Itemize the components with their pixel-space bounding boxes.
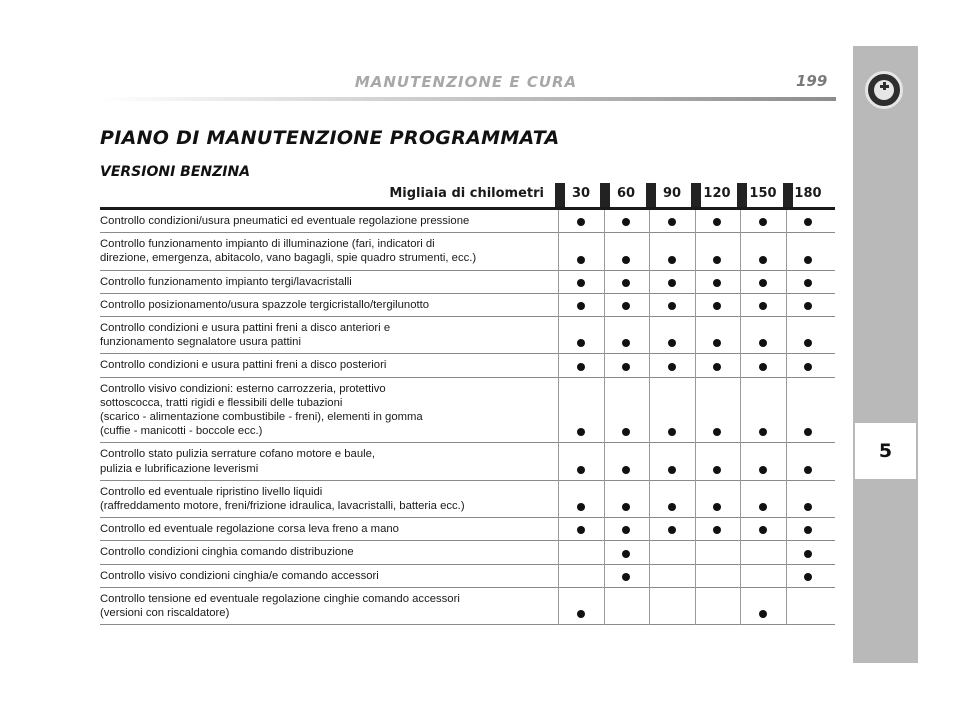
column-divider — [558, 271, 559, 294]
table-row — [100, 518, 835, 541]
column-divider — [695, 271, 696, 294]
interval-cell — [745, 608, 781, 620]
table-row — [100, 378, 835, 444]
interval-cell — [654, 300, 690, 312]
scheduled-dot-icon — [759, 256, 767, 264]
column-header-60: 60 — [616, 186, 636, 201]
table-row — [100, 443, 835, 480]
scheduled-dot-icon — [668, 256, 676, 264]
interval-cell — [699, 277, 735, 289]
scheduled-dot-icon — [577, 526, 585, 534]
interval-cell — [699, 361, 735, 373]
interval-cell — [563, 464, 599, 476]
interval-cell — [790, 501, 826, 513]
brand-logo-icon — [865, 71, 903, 109]
interval-cell — [745, 300, 781, 312]
scheduled-dot-icon — [622, 302, 630, 310]
column-divider — [786, 378, 787, 444]
scheduled-dot-icon — [713, 526, 721, 534]
scheduled-dot-icon — [622, 526, 630, 534]
interval-cell — [563, 254, 599, 266]
scheduled-dot-icon — [622, 363, 630, 371]
scheduled-dot-icon — [622, 428, 630, 436]
interval-cell — [608, 216, 644, 228]
row-label: Controllo tensione ed eventuale regolazione cinghie comando accessori (versioni con riscaldatore) — [100, 592, 460, 620]
table-row — [100, 294, 835, 317]
column-divider — [786, 541, 787, 564]
interval-cell — [745, 361, 781, 373]
column-divider — [740, 481, 741, 518]
column-divider — [695, 210, 696, 233]
column-divider — [649, 271, 650, 294]
column-divider — [695, 317, 696, 354]
column-header-150: 150 — [749, 186, 777, 201]
scheduled-dot-icon — [804, 428, 812, 436]
scheduled-dot-icon — [622, 279, 630, 287]
scheduled-dot-icon — [804, 526, 812, 534]
interval-cell — [654, 501, 690, 513]
scheduled-dot-icon — [622, 218, 630, 226]
column-divider — [695, 541, 696, 564]
column-divider — [649, 588, 650, 625]
table-header — [100, 183, 835, 207]
section-subtitle: VERSIONI BENZINA — [100, 164, 251, 180]
scheduled-dot-icon — [804, 363, 812, 371]
scheduled-dot-icon — [577, 218, 585, 226]
scheduled-dot-icon — [622, 550, 630, 558]
column-divider — [695, 588, 696, 625]
interval-cell — [563, 337, 599, 349]
interval-cell — [699, 337, 735, 349]
interval-cell — [608, 254, 644, 266]
table-row — [100, 317, 835, 354]
interval-cell — [745, 426, 781, 438]
column-divider — [649, 443, 650, 480]
interval-cell — [608, 300, 644, 312]
chapter-number: 5 — [855, 423, 916, 479]
scheduled-dot-icon — [713, 466, 721, 474]
interval-cell — [608, 277, 644, 289]
column-divider — [740, 565, 741, 588]
interval-cell — [745, 524, 781, 536]
scheduled-dot-icon — [713, 503, 721, 511]
column-divider — [558, 233, 559, 270]
page-title: PIANO DI MANUTENZIONE PROGRAMMATA — [100, 127, 560, 149]
column-divider — [695, 443, 696, 480]
row-label: Controllo funzionamento impianto tergi/lavacristalli — [100, 275, 352, 288]
scheduled-dot-icon — [759, 526, 767, 534]
column-header-30: 30 — [571, 186, 591, 201]
interval-cell — [608, 361, 644, 373]
scheduled-dot-icon — [622, 466, 630, 474]
interval-cell — [608, 464, 644, 476]
row-label: Controllo posizionamento/usura spazzole tergicristallo/tergilunotto — [100, 298, 430, 311]
interval-cell — [790, 464, 826, 476]
column-divider — [786, 317, 787, 354]
row-label: Controllo funzionamento impianto di illuminazione (fari, indicatori di direzione, emergenza, abitacolo, vano bagagli, spie quadro strumenti, ecc.) — [100, 238, 477, 265]
scheduled-dot-icon — [668, 428, 676, 436]
interval-cell — [699, 501, 735, 513]
column-divider — [558, 378, 559, 444]
column-divider — [740, 518, 741, 541]
scheduled-dot-icon — [759, 503, 767, 511]
mileage-header-label: Migliaia di chilometri — [389, 186, 544, 201]
column-divider — [740, 317, 741, 354]
column-divider — [558, 443, 559, 480]
interval-cell — [608, 571, 644, 583]
column-divider — [695, 294, 696, 317]
scheduled-dot-icon — [713, 302, 721, 310]
interval-cell — [790, 361, 826, 373]
interval-cell — [790, 277, 826, 289]
chapter-tab-strip — [853, 46, 918, 663]
column-divider — [649, 565, 650, 588]
scheduled-dot-icon — [713, 256, 721, 264]
scheduled-dot-icon — [759, 610, 767, 618]
column-divider — [604, 378, 605, 444]
row-label: Controllo condizioni cinghia comando distribuzione — [100, 546, 354, 559]
column-divider — [786, 354, 787, 377]
column-divider — [604, 481, 605, 518]
column-divider — [604, 443, 605, 480]
column-divider — [740, 541, 741, 564]
interval-cell — [790, 571, 826, 583]
column-divider — [740, 378, 741, 444]
scheduled-dot-icon — [577, 503, 585, 511]
column-divider — [558, 210, 559, 233]
column-header-120: 120 — [703, 186, 731, 201]
interval-cell — [745, 501, 781, 513]
column-divider — [558, 541, 559, 564]
scheduled-dot-icon — [759, 466, 767, 474]
interval-cell — [745, 337, 781, 349]
scheduled-dot-icon — [668, 466, 676, 474]
column-divider — [649, 294, 650, 317]
scheduled-dot-icon — [577, 610, 585, 618]
column-divider — [604, 518, 605, 541]
interval-cell — [699, 216, 735, 228]
column-divider — [740, 233, 741, 270]
scheduled-dot-icon — [804, 466, 812, 474]
column-divider — [740, 271, 741, 294]
column-header-90: 90 — [662, 186, 682, 201]
row-label: Controllo visivo condizioni cinghia/e comando accessori — [100, 569, 379, 582]
scheduled-dot-icon — [713, 218, 721, 226]
row-label: Controllo ed eventuale ripristino livello liquidi (raffreddamento motore, freni/frizione idraulica, lavacristalli, batteria ecc.) — [100, 485, 465, 513]
scheduled-dot-icon — [668, 339, 676, 347]
scheduled-dot-icon — [577, 302, 585, 310]
scheduled-dot-icon — [759, 279, 767, 287]
column-divider — [604, 588, 605, 625]
column-divider — [786, 518, 787, 541]
table-body — [100, 210, 835, 625]
scheduled-dot-icon — [668, 363, 676, 371]
column-header-180: 180 — [794, 186, 822, 201]
running-header-title: MANUTENZIONE E CURA — [354, 73, 578, 91]
table-row — [100, 541, 835, 564]
interval-cell — [608, 524, 644, 536]
interval-cell — [654, 426, 690, 438]
interval-cell — [745, 216, 781, 228]
column-divider — [740, 294, 741, 317]
column-divider — [786, 271, 787, 294]
interval-cell — [608, 548, 644, 560]
column-divider — [695, 378, 696, 444]
column-divider — [740, 588, 741, 625]
interval-cell — [654, 337, 690, 349]
interval-cell — [790, 254, 826, 266]
scheduled-dot-icon — [759, 363, 767, 371]
interval-cell — [563, 300, 599, 312]
scheduled-dot-icon — [577, 428, 585, 436]
table-row — [100, 565, 835, 588]
column-divider — [786, 443, 787, 480]
scheduled-dot-icon — [804, 218, 812, 226]
column-divider — [604, 317, 605, 354]
interval-cell — [790, 524, 826, 536]
scheduled-dot-icon — [804, 279, 812, 287]
interval-cell — [790, 216, 826, 228]
column-divider — [558, 565, 559, 588]
column-divider — [740, 354, 741, 377]
table-row — [100, 588, 835, 625]
scheduled-dot-icon — [622, 256, 630, 264]
maintenance-table — [100, 183, 835, 625]
scheduled-dot-icon — [577, 339, 585, 347]
scheduled-dot-icon — [668, 526, 676, 534]
column-divider — [649, 317, 650, 354]
interval-cell — [745, 277, 781, 289]
row-label: Controllo ed eventuale regolazione corsa leva freno a mano — [100, 523, 399, 536]
interval-cell — [563, 361, 599, 373]
column-divider — [604, 565, 605, 588]
scheduled-dot-icon — [804, 550, 812, 558]
column-divider — [649, 233, 650, 270]
interval-cell — [699, 524, 735, 536]
interval-cell — [699, 464, 735, 476]
scheduled-dot-icon — [713, 428, 721, 436]
column-divider — [786, 565, 787, 588]
scheduled-dot-icon — [804, 573, 812, 581]
column-divider — [604, 354, 605, 377]
interval-cell — [608, 426, 644, 438]
column-divider — [649, 518, 650, 541]
scheduled-dot-icon — [804, 503, 812, 511]
column-divider — [604, 210, 605, 233]
column-divider — [649, 354, 650, 377]
column-divider — [786, 588, 787, 625]
scheduled-dot-icon — [622, 503, 630, 511]
row-label: Controllo condizioni/usura pneumatici ed eventuale regolazione pressione — [100, 215, 470, 227]
scheduled-dot-icon — [713, 339, 721, 347]
interval-cell — [790, 426, 826, 438]
column-divider — [558, 294, 559, 317]
column-divider — [558, 481, 559, 518]
scheduled-dot-icon — [804, 302, 812, 310]
row-label: Controllo stato pulizia serrature cofano motore e baule, pulizia e lubrificazione leverismi — [100, 448, 376, 475]
interval-cell — [654, 254, 690, 266]
interval-cell — [654, 464, 690, 476]
scheduled-dot-icon — [759, 218, 767, 226]
column-divider — [649, 481, 650, 518]
scheduled-dot-icon — [668, 503, 676, 511]
scheduled-dot-icon — [804, 339, 812, 347]
column-divider — [558, 588, 559, 625]
scheduled-dot-icon — [804, 256, 812, 264]
table-row — [100, 354, 835, 377]
header-rule — [100, 97, 836, 101]
row-label: Controllo visivo condizioni: esterno carrozzeria, protettivo sottoscocca, tratti rigidi e flessibili delle tubazioni (scarico - alimentazione combustibile - freni), elementi in gomma (cuffie - manicotti - boccole ecc.) — [100, 382, 423, 438]
interval-cell — [563, 277, 599, 289]
interval-cell — [790, 300, 826, 312]
interval-cell — [790, 337, 826, 349]
scheduled-dot-icon — [668, 302, 676, 310]
column-divider — [786, 294, 787, 317]
scheduled-dot-icon — [759, 428, 767, 436]
row-label: Controllo condizioni e usura pattini freni a disco posteriori — [100, 359, 387, 372]
interval-cell — [654, 277, 690, 289]
scheduled-dot-icon — [668, 279, 676, 287]
column-divider — [695, 233, 696, 270]
interval-cell — [563, 524, 599, 536]
scheduled-dot-icon — [759, 339, 767, 347]
column-divider — [786, 481, 787, 518]
scheduled-dot-icon — [577, 363, 585, 371]
table-row — [100, 481, 835, 518]
column-divider — [604, 233, 605, 270]
column-divider — [558, 518, 559, 541]
scheduled-dot-icon — [713, 363, 721, 371]
column-divider — [740, 443, 741, 480]
table-row — [100, 233, 835, 270]
column-divider — [604, 271, 605, 294]
column-divider — [786, 233, 787, 270]
interval-cell — [563, 608, 599, 620]
interval-cell — [745, 464, 781, 476]
page-number: 199 — [796, 72, 828, 90]
table-row — [100, 210, 835, 233]
interval-cell — [608, 501, 644, 513]
column-divider — [649, 210, 650, 233]
column-divider — [604, 294, 605, 317]
table-row — [100, 271, 835, 294]
scheduled-dot-icon — [577, 256, 585, 264]
interval-cell — [654, 361, 690, 373]
interval-cell — [699, 300, 735, 312]
column-divider — [649, 378, 650, 444]
interval-cell — [654, 216, 690, 228]
scheduled-dot-icon — [622, 339, 630, 347]
interval-cell — [563, 426, 599, 438]
column-divider — [695, 565, 696, 588]
column-divider — [558, 317, 559, 354]
interval-cell — [608, 337, 644, 349]
column-divider — [649, 541, 650, 564]
scheduled-dot-icon — [577, 279, 585, 287]
scheduled-dot-icon — [713, 279, 721, 287]
column-divider — [786, 210, 787, 233]
column-divider — [740, 210, 741, 233]
interval-cell — [654, 524, 690, 536]
scheduled-dot-icon — [577, 466, 585, 474]
interval-cell — [563, 216, 599, 228]
column-divider — [695, 518, 696, 541]
column-divider — [558, 354, 559, 377]
interval-cell — [790, 548, 826, 560]
interval-cell — [563, 501, 599, 513]
interval-cell — [745, 254, 781, 266]
column-divider — [695, 481, 696, 518]
interval-cell — [699, 426, 735, 438]
row-label: Controllo condizioni e usura pattini freni a disco anteriori e funzionamento segnalatore usura pattini — [100, 322, 391, 349]
scheduled-dot-icon — [668, 218, 676, 226]
column-divider — [695, 354, 696, 377]
column-divider — [604, 541, 605, 564]
scheduled-dot-icon — [759, 302, 767, 310]
scheduled-dot-icon — [622, 573, 630, 581]
interval-cell — [699, 254, 735, 266]
